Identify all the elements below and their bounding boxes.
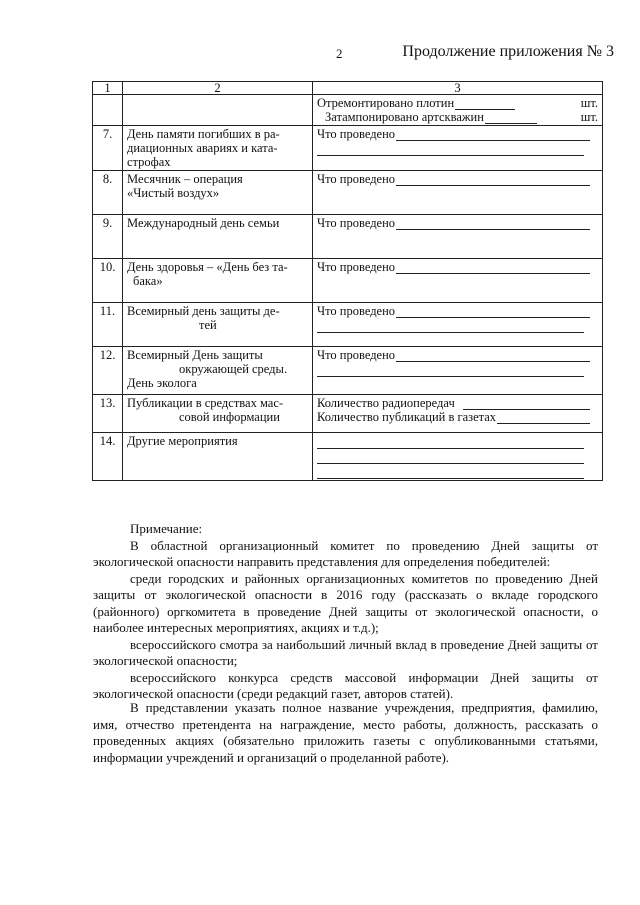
- note-heading: Примечание:: [130, 521, 203, 536]
- note-paragraph-4: всероссийского конкурса средств массовой информации Дней защиты от экологической опасности (среди редакций газет, авторов статей).: [93, 669, 598, 701]
- table-row-dams: [93, 95, 603, 126]
- table-row: [93, 126, 603, 171]
- note-paragraph-2: среди городских и районных организационных комитетов по проведению Дней защиты от экологической опасности в 2016 году (рассказать о вкладе городского (районного) оргкомитета в проведение Дней защиты от экологической опасности, о наиболее интересных мероприятиях, акциях и т.д.);: [93, 570, 598, 635]
- row-number: 10.: [93, 259, 123, 303]
- table-row: [93, 171, 603, 215]
- row-number: 13.: [93, 395, 123, 433]
- row-number: 8.: [93, 171, 123, 215]
- note-paragraph-1: В областной организационный комитет по проведению Дней защиты от экологической опасности направить представления для определения победителей:: [93, 537, 598, 569]
- table-row: [93, 395, 603, 433]
- event-name: Месячник – операция «Чистый воздух»: [123, 171, 313, 215]
- table-row: [93, 215, 603, 259]
- table-row: [93, 433, 603, 481]
- result-label: Что проведено: [317, 348, 396, 362]
- row-number: 11.: [93, 303, 123, 347]
- report-table: [92, 81, 603, 481]
- event-name: Другие мероприятия: [123, 433, 313, 481]
- col-header-1: 1: [93, 82, 123, 95]
- page-number: 2: [336, 46, 343, 61]
- event-name: Публикации в средствах мас- совой информации: [123, 395, 313, 433]
- row-number: 7.: [93, 126, 123, 171]
- instruction-section: [93, 700, 598, 766]
- event-name: День здоровья – «День без та- бака»: [123, 259, 313, 303]
- row-number: 14.: [93, 433, 123, 481]
- newspaper-count-label: Количество публикаций в газетах: [317, 410, 497, 424]
- wells-line: [317, 110, 598, 124]
- table-header-row: [93, 82, 603, 95]
- table-row: [93, 347, 603, 395]
- col-header-2: 2: [123, 82, 313, 95]
- wells-unit: шт.: [580, 110, 598, 124]
- table-row: [93, 303, 603, 347]
- note-section: [93, 521, 598, 703]
- dams-line: [317, 96, 598, 110]
- result-label: Что проведено: [317, 127, 396, 141]
- result-label: Что проведено: [317, 172, 396, 186]
- table-row: [93, 259, 603, 303]
- dams-unit: шт.: [580, 96, 598, 110]
- event-name: День памяти погибших в ра- диационных авариях и ката- строфах: [127, 127, 280, 169]
- row-number: 9.: [93, 215, 123, 259]
- instruction-paragraph: В представлении указать полное название учреждения, предприятия, фамилию, имя, отчество претендента на награждение, место работы, должность, рассказать о проведенных акциях (обязательно приложить газеты с опубликованными статьями, информации учреждений и организаций о проделанной работе).: [93, 700, 598, 765]
- result-label: Что проведено: [317, 260, 396, 274]
- event-name: Всемирный день защиты де- тей: [123, 303, 313, 347]
- appendix-title: Продолжение приложения № 3: [402, 43, 614, 60]
- note-paragraph-3: всероссийского смотра за наибольший личный вклад в проведение Дней защиты от экологической опасности;: [93, 636, 598, 668]
- event-name: Международный день семьи: [123, 215, 313, 259]
- wells-label: Затампонировано артскважин: [325, 110, 484, 124]
- event-name: Всемирный День защиты окружающей среды. День эколога: [123, 347, 313, 395]
- row-number: 12.: [93, 347, 123, 395]
- col-header-3: 3: [313, 82, 603, 95]
- result-label: Что проведено: [317, 216, 396, 230]
- dams-label: Отремонтировано плотин: [317, 96, 455, 110]
- result-label: Что проведено: [317, 304, 396, 318]
- radio-count-label: Количество радиопередач: [317, 396, 455, 410]
